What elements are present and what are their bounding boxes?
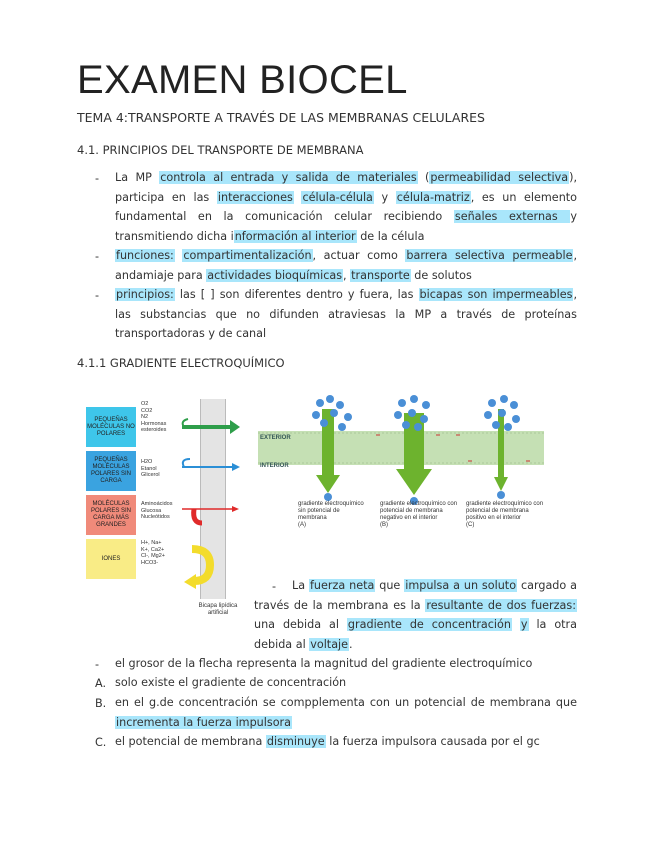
- molecule: K+, Ca2+: [141, 546, 165, 553]
- text: , andamiaje para: [115, 249, 578, 282]
- text: , actuar como: [312, 249, 406, 262]
- molecule: Etanol: [141, 465, 157, 472]
- paragraph-funciones: [115, 246, 577, 285]
- text: La: [292, 579, 309, 592]
- molecule: CO2: [141, 407, 153, 414]
- molecule: N2: [141, 414, 149, 420]
- exterior-label: EXTERIOR: [260, 435, 291, 441]
- highlight: resultante de dos fuerzas:: [426, 598, 576, 612]
- list-item-c: [115, 732, 577, 752]
- interior-label: INTERIOR: [260, 463, 289, 469]
- list-marker: A.: [95, 677, 107, 690]
- text: [512, 618, 520, 631]
- text: la fuerza impulsora causada por el gc: [325, 735, 540, 748]
- arrowhead-icon: [232, 463, 240, 471]
- highlight: barrera selectiva permeable: [406, 249, 573, 262]
- arrow-curve-icon: [183, 459, 190, 467]
- panel-tag: (A): [298, 522, 306, 528]
- molecule: Hormonas: [141, 420, 167, 427]
- gradient-figure: [256, 389, 546, 559]
- highlight: fuerza neta: [309, 579, 375, 592]
- box-label: MOLÉCULAS POLARES SIN CARGA MÁS GRANDES: [90, 501, 131, 528]
- highlight: incrementa la fuerza impulsora: [116, 715, 292, 729]
- molecule: Glicerol: [141, 472, 160, 478]
- caption-text: gradiente electroquímico con potencial de membrana positivo en el interior: [466, 501, 544, 521]
- bullet-dash: -: [95, 172, 100, 185]
- text: una debida al: [254, 618, 347, 631]
- molecule: Glucosa: [141, 507, 162, 514]
- topic-heading: TEMA 4:TRANSPORTE A TRAVÉS DE LAS MEMBRANAS CELULARES: [77, 110, 485, 125]
- text: y transmitiendo dicha i: [115, 210, 577, 243]
- paragraph-fuerza-neta: [254, 576, 577, 654]
- molecule: H+, Na+: [141, 540, 162, 546]
- arrowhead-icon: [230, 420, 240, 434]
- text: que: [375, 579, 405, 592]
- panel-b-caption: [380, 501, 460, 529]
- text: cargado a través de la membrana es la: [254, 579, 578, 612]
- caption-text: gradiente electroquímico con potencial de membrana negativo en el interior: [380, 501, 458, 521]
- highlight: célula-célula: [302, 190, 373, 204]
- highlight: y: [520, 618, 528, 631]
- list-item-b: [115, 693, 577, 732]
- text: de la célula: [356, 229, 425, 243]
- section-heading: 4.1. PRINCIPIOS DEL TRANSPORTE DE MEMBRANA: [77, 143, 364, 157]
- paragraph-grosor: el grosor de la flecha representa la magnitud del gradiente electroquímico: [115, 657, 533, 670]
- text: , las substancias que no difunden atraviesas la MP a través de proteínas transportadoras y de canal: [115, 288, 577, 340]
- highlight: nformación al interior: [234, 229, 356, 243]
- panel-c-caption: [466, 501, 546, 529]
- bullet-dash: -: [95, 250, 100, 263]
- arrow-blocked-icon: [194, 509, 202, 523]
- bullet-dash: -: [95, 658, 100, 671]
- molecule: esteroides: [141, 427, 167, 433]
- highlight: actividades bioquímicas: [207, 268, 343, 282]
- permeability-arrows: [84, 389, 244, 639]
- text: de solutos: [410, 268, 472, 282]
- box-label: IONES: [101, 555, 121, 562]
- list-marker: B.: [95, 697, 107, 710]
- highlight: compartimentalización: [183, 249, 312, 262]
- text: , es un elemento fundamental en la comunicación celular recibiendo: [115, 190, 578, 223]
- text: ), participa en las: [115, 171, 578, 204]
- panel-tag: (B): [380, 522, 388, 528]
- text: (: [417, 171, 430, 184]
- arrowhead-icon: [232, 506, 239, 512]
- text: las [ ] son diferentes dentro y fuera, las: [174, 288, 419, 301]
- list-item-a: solo existe el gradiente de concentración: [115, 676, 347, 689]
- bilayer-caption: Bicapa lipídica artificial: [198, 603, 238, 616]
- arrowhead-icon: [184, 574, 196, 589]
- highlight: funciones:: [116, 249, 174, 262]
- bullet-dash: -: [272, 580, 277, 593]
- molecule: Nucleótidos: [141, 514, 170, 520]
- text: en el g.de concentración se compplementa con un potencial de membrana que: [115, 696, 577, 709]
- panel-tag: (C): [466, 522, 475, 528]
- text: La MP: [115, 171, 160, 184]
- permeability-figure: [84, 389, 244, 639]
- highlight: controla al entrada y salida de materiales: [160, 171, 417, 184]
- highlight: transporte: [351, 268, 410, 282]
- molecule: HCO3-: [141, 559, 159, 566]
- panel-a-caption: [298, 501, 368, 529]
- molecule: Cl-, Mg2+: [141, 553, 165, 559]
- text: .: [349, 637, 353, 651]
- caption-text: gradiente electroquímico sin potencial de membrana: [298, 501, 364, 521]
- page-title: EXAMEN BIOCEL: [77, 58, 408, 102]
- text: ,: [343, 268, 351, 282]
- highlight: interacciones: [217, 190, 293, 204]
- subsection-heading: 4.1.1 GRADIENTE ELECTROQUÍMICO: [77, 356, 285, 370]
- paragraph-mp: [115, 168, 577, 246]
- highlight: señales externas: [454, 210, 570, 223]
- highlight: disminuye: [266, 735, 325, 748]
- gradient-diagram: [256, 389, 546, 559]
- box-label: PEQUEÑAS MOLÉCULAS NO POLARES: [87, 416, 135, 437]
- text: y: [373, 190, 396, 204]
- bullet-dash: -: [95, 289, 100, 302]
- text: el potencial de membrana: [115, 735, 266, 748]
- molecule: O2: [141, 401, 149, 407]
- molecule: Aminoácidos: [141, 501, 173, 507]
- paragraph-principios: [115, 285, 577, 344]
- list-marker: C.: [95, 736, 107, 749]
- highlight: impulsa a un soluto: [405, 579, 517, 592]
- highlight: permeabilidad selectiva: [430, 171, 569, 184]
- text: la otra debida al: [254, 618, 578, 651]
- box-label: PEQUEÑAS MOLÉCULAS POLARES SIN CARGA: [90, 457, 131, 484]
- highlight: voltaje: [310, 637, 349, 651]
- highlight: célula-matriz: [396, 190, 470, 204]
- highlight: gradiente de concentración: [347, 618, 511, 631]
- highlight: principios:: [116, 288, 174, 301]
- molecule: H2O: [141, 459, 153, 465]
- highlight: bicapas son impermeables: [419, 288, 573, 301]
